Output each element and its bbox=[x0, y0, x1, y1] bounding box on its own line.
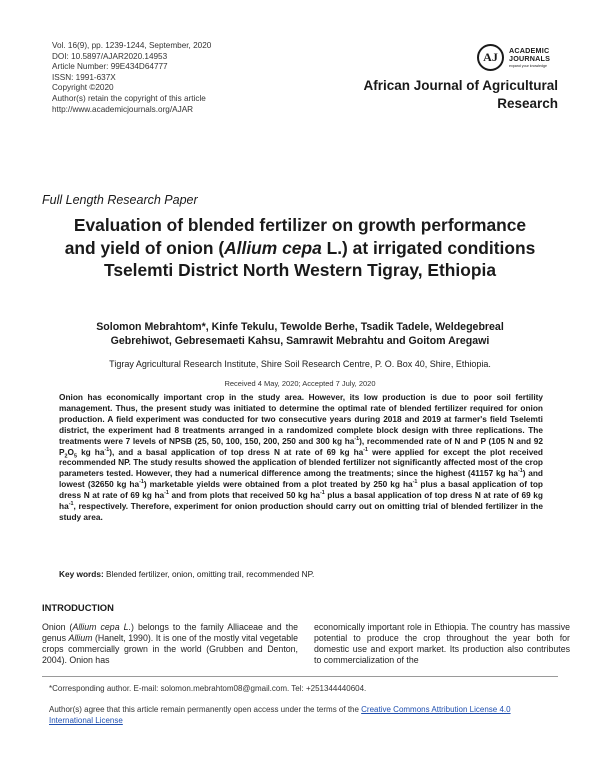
keywords-text: Blended fertilizer, onion, omitting trail, recommended NP. bbox=[103, 569, 315, 579]
introduction-right-column: economically important role in Ethiopia. The country has massive potential to produce the crop throughout the year both for domestic use and export market. Its production also contributes to commercialization of the bbox=[314, 622, 570, 665]
abstract-text: were applied for except the plot received recommended NP. The study results showed the application of blended fertilizer not significantly affected most of the crop parameters tested. However, they had a numerical difference among the treatments; since the highest (41157 kg ha bbox=[59, 446, 543, 479]
superscript: -1 bbox=[319, 490, 325, 497]
license-note bbox=[49, 705, 554, 726]
journal-name-line-2: Research bbox=[497, 95, 558, 111]
abstract-text: ), and a basal application of top dress N at rate of 69 kg ha bbox=[109, 446, 364, 457]
journal-name-line-1: African Journal of Agricultural bbox=[363, 78, 558, 93]
abstract-text: , respectively. Therefore, experiment for onion production should carry out on omitting trial of blended fertilizer in the study area. bbox=[59, 501, 543, 522]
body-text: ) belongs to the family Alliaceae and the genus bbox=[42, 622, 298, 643]
article-metadata bbox=[52, 41, 211, 115]
abstract-text: plus a basal application of top dress N at rate of 69 kg ha bbox=[59, 479, 543, 501]
logo-wordmark bbox=[509, 47, 550, 63]
abstract-text: kg ha bbox=[77, 446, 105, 457]
meta-copyright: Copyright ©2020 bbox=[52, 83, 114, 93]
genus-name: Allium bbox=[68, 633, 93, 643]
section-heading-introduction: INTRODUCTION bbox=[42, 602, 114, 613]
footnote-divider bbox=[42, 676, 558, 677]
superscript: -1 bbox=[412, 479, 418, 486]
logo-line-2: JOURNALS bbox=[509, 54, 551, 63]
superscript: -1 bbox=[68, 501, 74, 508]
species-name: Allium cepa L. bbox=[72, 622, 132, 632]
meta-doi: DOI: 10.5897/AJAR2020.14953 bbox=[52, 51, 168, 61]
title-part-2: L.) at irrigated conditions Tselemti District North Western Tigray, Ethiopia bbox=[103, 237, 536, 280]
superscript: -1 bbox=[139, 479, 144, 486]
meta-rights: Author(s) retain the copyright of this article bbox=[52, 93, 206, 103]
authors-line-2: Gebrehiwot, Gebresemaeti Kahsu, Samrawit Mebrahtu and Goitom Aregawi bbox=[110, 335, 490, 347]
superscript: -1 bbox=[354, 435, 360, 442]
abstract-text: ), recommended rate of N and P (105 N and 92 P bbox=[59, 435, 543, 457]
abstract-text: and from plots that received 50 kg ha bbox=[168, 490, 320, 501]
logo-mark: AJ bbox=[477, 44, 504, 71]
meta-article-number: Article Number: 99E434D64777 bbox=[52, 62, 168, 72]
abstract bbox=[59, 392, 543, 523]
journal-name bbox=[328, 77, 558, 112]
subscript: 2 bbox=[64, 453, 68, 460]
license-text: Author(s) agree that this article remain permanently open access under the terms of the bbox=[49, 705, 362, 714]
title-part-1: Evaluation of blended fertilizer on growth performance and yield of onion ( bbox=[64, 215, 527, 258]
abstract-text: plus a basal application of top dress N at rate of 69 kg ha bbox=[59, 490, 543, 512]
keywords-label: Key words: bbox=[59, 569, 104, 579]
superscript: -1 bbox=[363, 446, 369, 453]
superscript: -1 bbox=[104, 446, 110, 453]
logo-line-1: ACADEMIC bbox=[509, 46, 550, 55]
academic-journals-logo bbox=[477, 44, 569, 74]
article-type: Full Length Research Paper bbox=[42, 193, 198, 207]
title-species: Allium cepa bbox=[224, 237, 322, 258]
abstract-text: O bbox=[67, 446, 75, 457]
affiliation: Tigray Agricultural Research Institute, Shire Soil Research Centre, P. O. Box 40, Shire, Ethiopia. bbox=[109, 359, 491, 369]
meta-volume: Vol. 16(9), pp. 1239-1244, September, 2020 bbox=[52, 41, 212, 50]
author-list bbox=[60, 320, 540, 348]
introduction-left-column bbox=[42, 622, 298, 666]
abstract-text: Onion has economically important crop in the study area. However, its low production is due to poor soil fertility management. Thus, the present study was initiated to determine the optimal rate of blended fertilizer required for onion production. A field experiment was conducted for two consecutive years during 2018 and 2019 at farmer's field Tselemti district, the experiment had 8 treatments arranged in a randomized complete block design with three replications. The treatments were 7 levels of NPSB (25, 50, 100, 150, 200, 250 and 300 kg ha bbox=[59, 392, 543, 446]
abstract-text: ) marketable yields were obtained from a plot treated by 250 kg ha bbox=[143, 479, 413, 490]
superscript: -1 bbox=[164, 490, 169, 497]
meta-url: http://www.academicjournals.org/AJAR bbox=[52, 104, 194, 114]
body-text: (Hanelt, 1990). It is one of the mostly vital vegetable crops commercially grown in the world (Grubben and Denton, 2004). Onion has bbox=[42, 633, 298, 665]
subscript: 5 bbox=[74, 453, 78, 460]
abstract-text: ) and lowest (32650 kg ha bbox=[59, 468, 544, 490]
meta-issn: ISSN: 1991-637X bbox=[52, 72, 116, 82]
superscript: -1 bbox=[518, 468, 523, 475]
received-accepted-dates: Received 4 May, 2020; Accepted 7 July, 2020 bbox=[224, 379, 376, 388]
logo-tagline: expand your knowledge bbox=[509, 64, 547, 68]
body-text: Onion ( bbox=[42, 622, 73, 632]
article-title bbox=[60, 214, 540, 282]
authors-line-1: Solomon Mebrahtom*, Kinfe Tekulu, Tewolde Berhe, Tsadik Tadele, Weldegebreal bbox=[96, 321, 504, 333]
corresponding-author-note: *Corresponding author. E-mail: solomon.mebrahtom08@gmail.com. Tel: +251344440604. bbox=[49, 684, 367, 693]
keywords bbox=[59, 569, 314, 579]
license-link[interactable]: Creative Commons Attribution License 4.0 International License bbox=[49, 705, 511, 725]
